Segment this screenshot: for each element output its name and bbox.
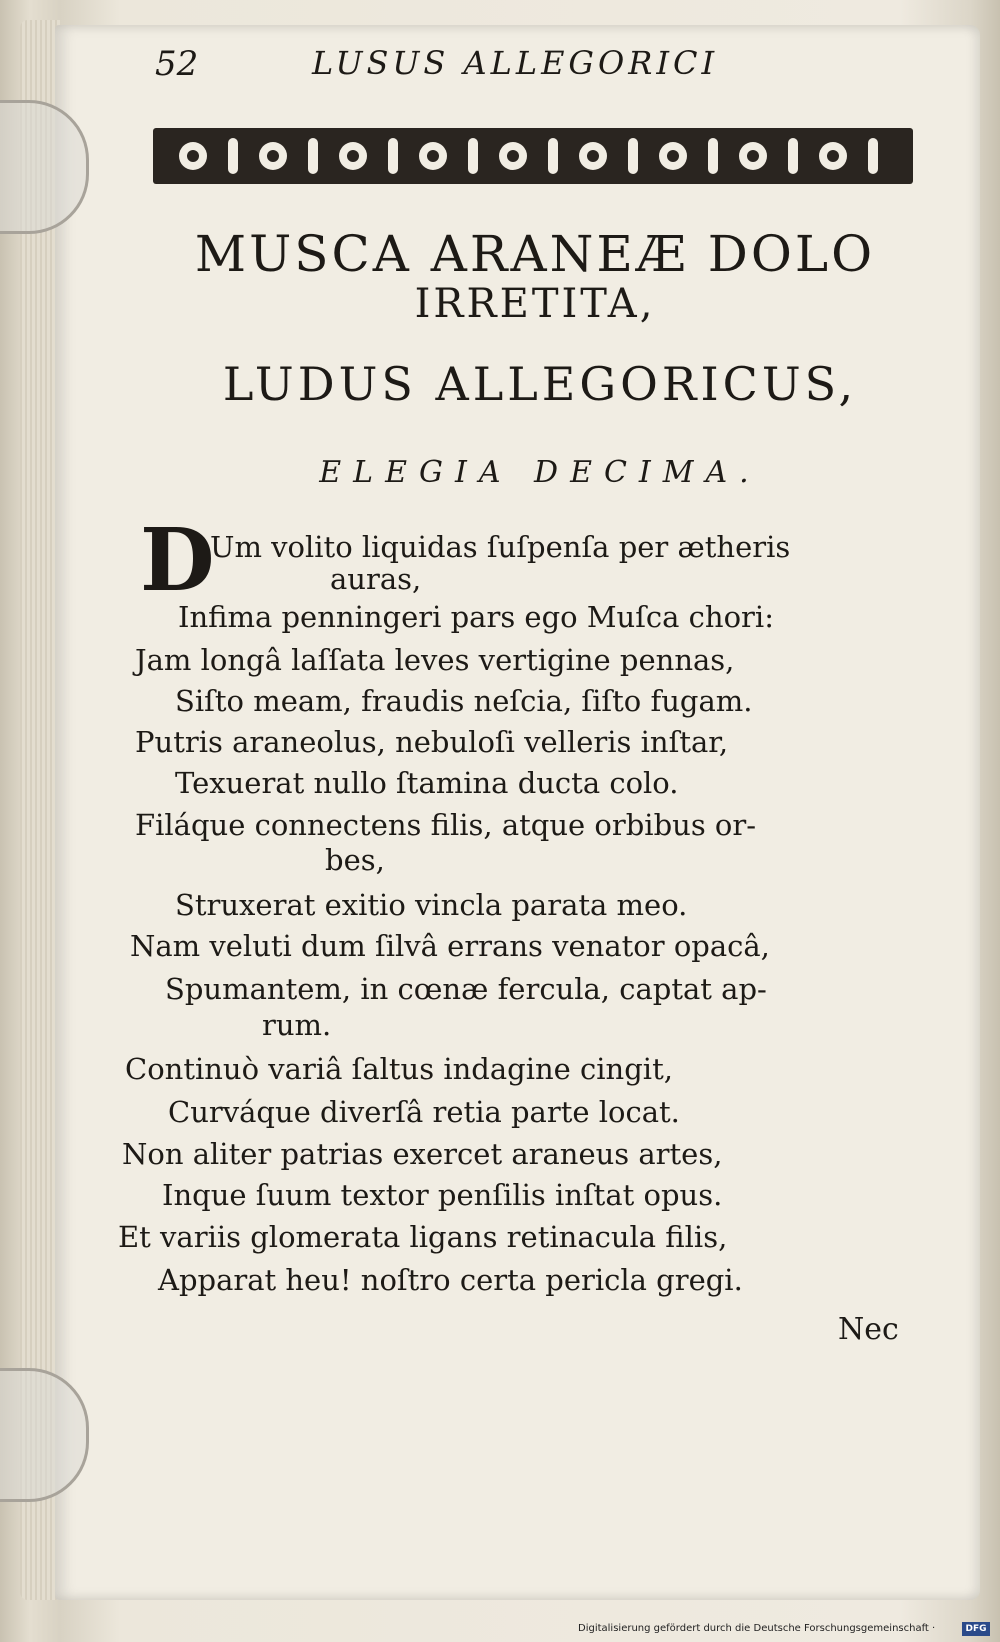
verse-line: Infima penningeri pars ego Muſca chori: [178,600,774,634]
ornament-band [153,128,913,184]
page-number: 52 [155,44,199,84]
verse-line: Non aliter patrias exercet araneus artes, [122,1137,723,1171]
subtitle: ELEGIA DECIMA. [319,455,761,490]
verse-line: Struxerat exitio vincla parata meo. [175,888,688,922]
drop-cap: D [140,510,215,611]
verse-line: Inque ſuum textor penſilis inſtat opus. [162,1178,723,1212]
verse-line: Nam veluti dum ſilvâ errans venator opacâ, [130,929,770,963]
verse-line: Texuerat nullo ſtamina ducta colo. [175,766,679,800]
digitization-credit: Digitalisierung gefördert durch die Deutsche Forschungsgemeinschaft · [578,1623,936,1634]
verse-line: Filáque connectens filis, atque orbibus or- [135,808,757,842]
verse-line: Um volito liquidas ſuſpenſa per ætheris [210,530,791,564]
verse-line: auras, [330,562,422,596]
verse-line: Et variis glomerata ligans retinacula filis, [118,1220,728,1254]
title-line-2: IRRETITA, [414,281,656,327]
verse-line: bes, [325,843,385,877]
verse-line: Curváque diverſâ retia parte locat. [168,1095,680,1129]
catchword: Nec [838,1312,899,1347]
title-line-3: LUDUS ALLEGORICUS, [222,357,858,411]
verse-line: Spumantem, in cœnæ fercula, captat ap- [165,972,767,1006]
verse-line: Putris araneolus, nebuloſi velleris inſtar, [135,725,729,759]
verse-line: rum. [262,1008,332,1042]
title-line-1: MUSCA ARANEÆ DOLO [194,225,876,283]
verse-line: Apparat heu! noſtro certa pericla gregi. [158,1263,743,1297]
dfg-logo: DFG [962,1622,990,1636]
verse-line: Continuò variâ ſaltus indagine cingit, [125,1052,673,1086]
verse-line: Jam longâ laſſata leves vertigine pennas, [135,643,735,677]
verse-line: Siſto meam, fraudis neſcia, ſiſto fugam. [175,684,753,718]
running-title: LUSUS ALLEGORICI [312,44,719,82]
